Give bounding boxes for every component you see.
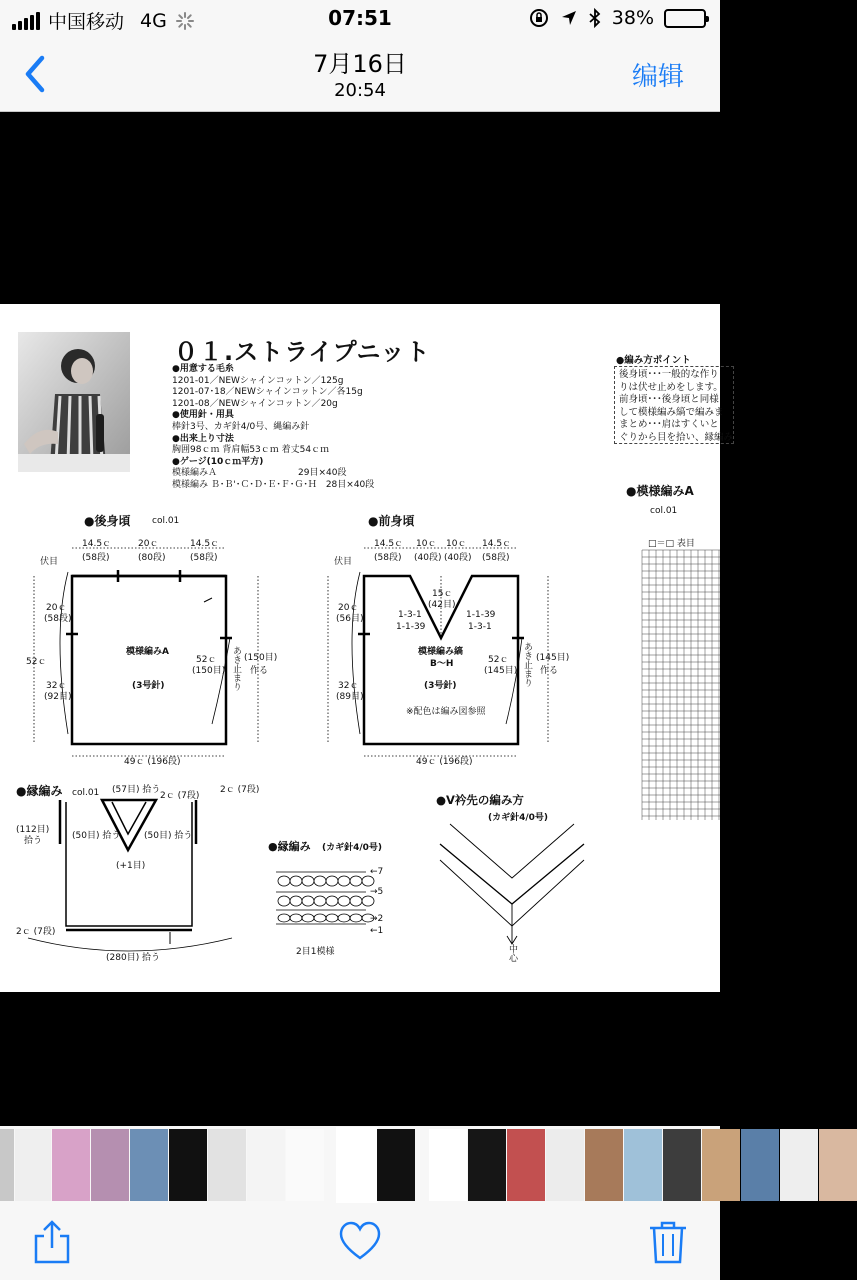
thumbnail-14[interactable] bbox=[507, 1129, 545, 1201]
thumbnail-17[interactable] bbox=[624, 1129, 662, 1201]
photo-image[interactable] bbox=[0, 304, 734, 992]
thumbnail-7[interactable] bbox=[208, 1129, 246, 1201]
front-make: (145目) bbox=[536, 653, 570, 663]
back-r2: (80段) bbox=[138, 553, 166, 563]
thumbnail-15[interactable] bbox=[546, 1129, 584, 1201]
back-pattern: 模様編みA bbox=[126, 647, 169, 657]
thumbnail-1[interactable] bbox=[0, 1129, 14, 1201]
back-shoulder: 20ｃ bbox=[46, 603, 67, 613]
edging-pick280: (280目) 拾う bbox=[106, 953, 161, 963]
edit-button[interactable]: 编辑 bbox=[631, 62, 684, 92]
edging-chart-needle: (カギ針4/0号) bbox=[322, 843, 383, 853]
points-box bbox=[614, 366, 734, 444]
front-needle: (3号針) bbox=[424, 681, 457, 691]
thumbnail-18[interactable] bbox=[663, 1129, 701, 1201]
front-r1: (58段) bbox=[374, 553, 402, 563]
spec-line: 模様編みＡ 29目×40段 bbox=[172, 468, 347, 479]
front-r2: (40段) bbox=[414, 553, 442, 563]
edging-row-5: →5 bbox=[370, 887, 384, 897]
back-w1: 14.5ｃ bbox=[82, 539, 112, 549]
thumbnail-8[interactable] bbox=[247, 1129, 285, 1201]
edging-s50l: (50目) 拾う bbox=[72, 831, 121, 841]
back-fuseme: 伏目 bbox=[40, 557, 59, 567]
front-side-rows: (145目) bbox=[484, 666, 518, 676]
carrier-label: 中国移动 bbox=[48, 11, 125, 33]
edging-diagram bbox=[28, 800, 232, 951]
back-r1: (58段) bbox=[82, 553, 110, 563]
thumbnail-10[interactable] bbox=[338, 1129, 376, 1201]
spec-line: 1201-08／NEWシャインコットン／20g bbox=[172, 398, 338, 409]
back-col: col.01 bbox=[152, 516, 180, 526]
edging-plus1: (+1目) bbox=[116, 861, 146, 871]
point-line: りは伏せ止めをします。 bbox=[619, 381, 723, 393]
thumbnail-9[interactable] bbox=[286, 1129, 324, 1201]
back-heading: ●後身頃 bbox=[84, 514, 131, 528]
front-dec-left-2: 1-1-39 bbox=[396, 622, 426, 632]
spec-line: ●出来上り寸法 bbox=[172, 433, 234, 444]
front-heading: ●前身頃 bbox=[368, 514, 415, 528]
front-w4: 14.5ｃ bbox=[482, 539, 512, 549]
thumbnail-strip[interactable] bbox=[0, 1126, 720, 1204]
vneck-needle: (カギ針4/0号) bbox=[488, 813, 549, 823]
point-line: ぐりから目を拾い、縁編み bbox=[619, 431, 734, 443]
edging-col: col.01 bbox=[72, 788, 100, 798]
edging-s50r: (50目) 拾う bbox=[144, 831, 193, 841]
back-side: 52ｃ bbox=[196, 655, 217, 665]
vneck-center: 中心 bbox=[507, 944, 517, 962]
pattern-specs bbox=[172, 364, 374, 492]
status-right bbox=[528, 7, 706, 29]
nav-subtitle: 20:54 bbox=[334, 80, 386, 101]
front-lower: 32ｃ bbox=[338, 681, 359, 691]
pattern-a-col: col.01 bbox=[650, 506, 678, 516]
vneck-heading: ●V衿先の編み方 bbox=[436, 793, 524, 807]
back-akidomari: あき止まり bbox=[231, 646, 241, 691]
front-r4: (58段) bbox=[482, 553, 510, 563]
back-shoulder-rows: (58段) bbox=[44, 614, 72, 624]
pattern-a-legend: □＝□ 表目 bbox=[648, 539, 695, 549]
back-r3: (58段) bbox=[190, 553, 218, 563]
front-pattern2: B〜H bbox=[430, 659, 454, 669]
bottom-toolbar bbox=[0, 1204, 720, 1280]
rotation-lock-icon bbox=[528, 7, 550, 29]
front-shoulder: 20ｃ bbox=[338, 603, 359, 613]
pattern-a-heading: ●模様編みA bbox=[626, 484, 694, 498]
status-bar bbox=[0, 0, 720, 38]
spec-line: ●用意する毛糸 bbox=[172, 364, 234, 374]
pattern-title: ０１.ストライプニット bbox=[174, 338, 431, 366]
front-fuseme: 伏目 bbox=[334, 557, 353, 567]
edging-c7c: 2ｃ (7段) bbox=[16, 927, 56, 937]
network-label: 4G bbox=[140, 9, 167, 32]
nav-bar bbox=[0, 38, 720, 112]
bluetooth-icon bbox=[588, 8, 602, 28]
front-v-rows: (42目) bbox=[428, 600, 456, 610]
thumbnail-13[interactable] bbox=[468, 1129, 506, 1201]
back-w2: 20ｃ bbox=[138, 539, 159, 549]
front-bottom: 49ｃ (196段) bbox=[416, 757, 473, 767]
clock: 07:51 bbox=[328, 6, 392, 30]
vneck-chart bbox=[440, 824, 584, 944]
thumbnail-4[interactable] bbox=[91, 1129, 129, 1201]
front-dec-left-1: 1-3-1 bbox=[398, 610, 422, 620]
thumbnail-12[interactable] bbox=[429, 1129, 467, 1201]
spec-line: 1201-07･18／NEWシャインコットン／各15g bbox=[172, 387, 363, 398]
spec-line: ●使用針・用具 bbox=[172, 410, 234, 421]
edging-heading: ●縁編み bbox=[16, 784, 63, 798]
share-icon[interactable] bbox=[30, 1218, 74, 1266]
back-bottom: 49ｃ (196段) bbox=[124, 757, 181, 767]
thumbnail-21[interactable] bbox=[780, 1129, 818, 1201]
edging-s112b: 拾う bbox=[24, 836, 43, 846]
heart-icon[interactable] bbox=[338, 1218, 382, 1266]
back-total: 52ｃ bbox=[26, 657, 47, 667]
edging-c7b: 2ｃ (7段) bbox=[220, 785, 260, 795]
front-side: 52ｃ bbox=[488, 655, 509, 665]
point-line: まとめ･･･肩はすくいと bbox=[619, 419, 719, 430]
back-needle: (3号針) bbox=[132, 681, 165, 691]
thumbnail-3[interactable] bbox=[52, 1129, 90, 1201]
trash-icon[interactable] bbox=[646, 1218, 690, 1266]
front-w2: 10ｃ bbox=[416, 539, 437, 549]
back-make2: 作る bbox=[250, 666, 269, 676]
point-line: して模様編み縞で編みま bbox=[619, 406, 724, 418]
spec-line: ●ゲージ(10ｃｍ平方) bbox=[172, 456, 264, 467]
location-icon bbox=[560, 9, 578, 27]
edging-pick57: (57目) 拾う bbox=[112, 785, 161, 795]
thumbnail-11[interactable] bbox=[377, 1129, 415, 1201]
pattern-a-grid bbox=[642, 550, 720, 820]
thumbnail-6[interactable] bbox=[169, 1129, 207, 1201]
battery-percent: 38% bbox=[611, 7, 654, 29]
thumbnail-16[interactable] bbox=[585, 1129, 623, 1201]
edging-chart bbox=[276, 872, 374, 924]
thumbnail-5[interactable] bbox=[130, 1129, 168, 1201]
thumbnail-20[interactable] bbox=[741, 1129, 779, 1201]
front-r3: (40段) bbox=[444, 553, 472, 563]
spec-line: 1201-01／NEWシャインコットン／125g bbox=[172, 375, 344, 386]
model-photo bbox=[18, 332, 130, 472]
thumbnail-22[interactable] bbox=[819, 1129, 857, 1201]
back-w3: 14.5ｃ bbox=[190, 539, 220, 549]
front-dec-right-2: 1-3-1 bbox=[468, 622, 492, 632]
battery-icon bbox=[664, 9, 706, 28]
edging-repeat: 2目1模様 bbox=[296, 947, 335, 957]
back-lower-rows: (92目) bbox=[44, 692, 72, 702]
spec-line: 模様編み Ｂ･Ｂ'･Ｃ･Ｄ･Ｅ･Ｆ･Ｇ･Ｈ 28目×40段 bbox=[172, 479, 375, 490]
front-v-depth: 15ｃ bbox=[432, 589, 453, 599]
thumbnail-19[interactable] bbox=[702, 1129, 740, 1201]
front-pattern: 模様編み縞 bbox=[418, 647, 464, 657]
front-akidomari: あき止まり bbox=[522, 642, 532, 687]
edging-row-1: ←1 bbox=[370, 926, 384, 936]
nav-title: 7月16日 bbox=[313, 50, 407, 78]
edging-chart-heading: ●縁編み bbox=[268, 840, 311, 853]
front-shoulder-rows: (56目) bbox=[336, 614, 364, 624]
front-note: ※配色は編み図参照 bbox=[406, 707, 486, 717]
front-dec-right-1: 1-1-39 bbox=[466, 610, 496, 620]
edging-row-7: ←7 bbox=[370, 867, 384, 877]
front-lower-rows: (89目) bbox=[336, 692, 364, 702]
points-heading: ●編み方ポイント bbox=[616, 355, 691, 366]
spec-line: 棒針3号、カギ針4/0号、縄編み針 bbox=[172, 421, 310, 432]
thumbnail-2[interactable] bbox=[15, 1129, 51, 1201]
front-make2: 作る bbox=[540, 666, 559, 676]
edging-row-2: →2 bbox=[370, 914, 384, 924]
spec-line: 胸囲98ｃｍ 背肩幅53ｃｍ 着丈54ｃｍ bbox=[172, 445, 330, 456]
front-w3: 10ｃ bbox=[446, 539, 467, 549]
edging-s112: (112目) bbox=[16, 825, 50, 835]
back-make: (150目) bbox=[244, 653, 278, 663]
point-line: 前身頃･･･後身頃と同様 bbox=[619, 394, 719, 405]
back-side-rows: (150目) bbox=[192, 666, 226, 676]
point-line: 後身頃･･･一般的な作り bbox=[619, 369, 719, 380]
front-w1: 14.5ｃ bbox=[374, 539, 404, 549]
edging-c7a: 2ｃ (7段) bbox=[160, 791, 200, 801]
back-lower: 32ｃ bbox=[46, 681, 67, 691]
